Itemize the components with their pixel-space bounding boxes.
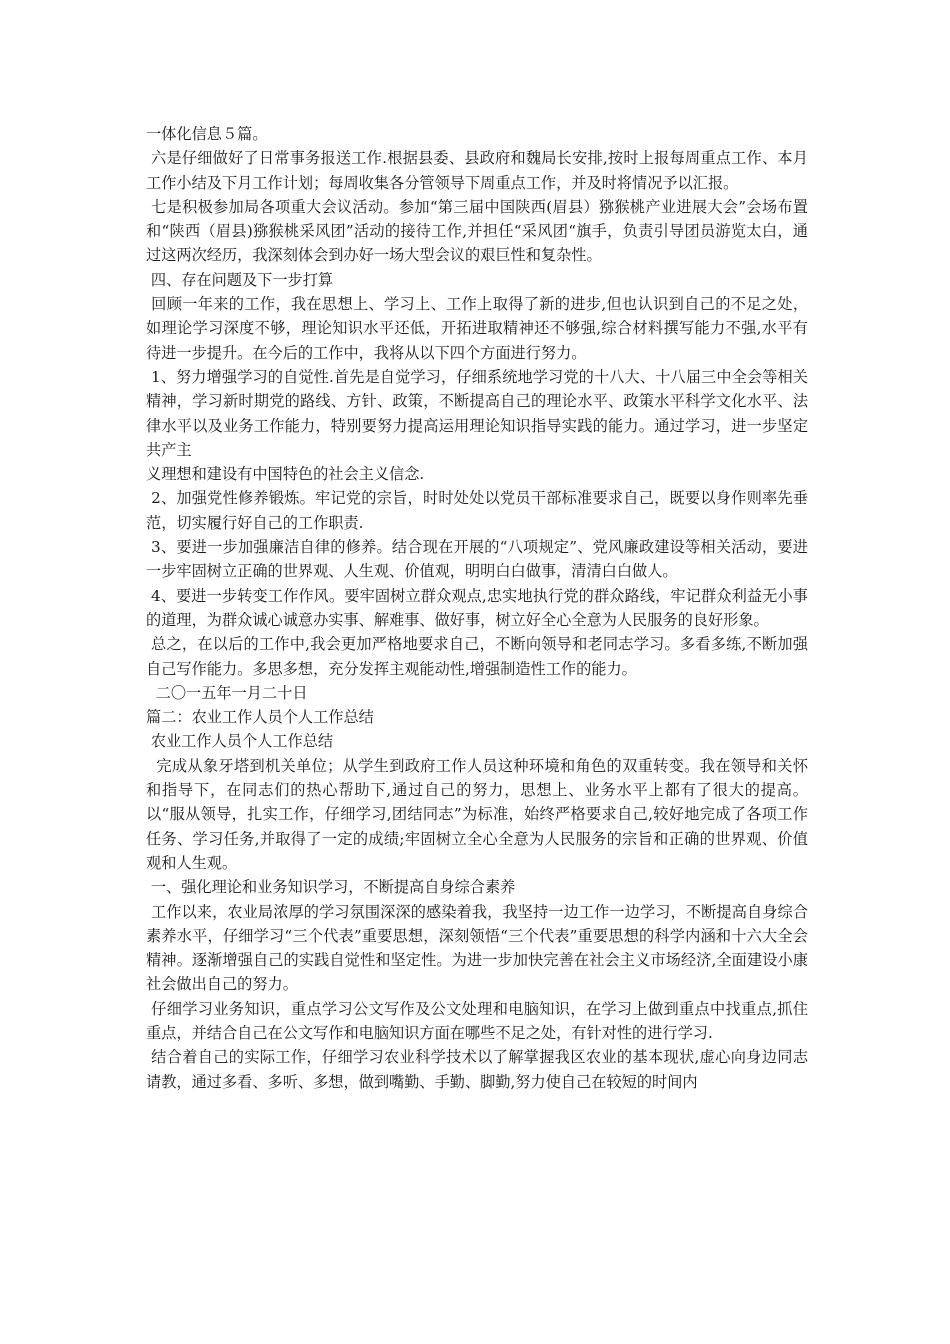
paragraph-14: 完成从象牙塔到机关单位；从学生到政府工作人员这种环境和角色的双重转变。我在领导和关怀和指导下，在同志们的热心帮助下,通过自己的努力，思想上、业务水平上都有了很大的提高。以“服从领导，扎实工作，仔细学习,团结同志”为标准，始终严格要求自己,较好地完成了各项工作任务、学习任务,并取得了一定的成绩;牢固树立全心全意为人民服务的宗旨和正确的世界观、价值观和人生观。 <box>146 756 809 872</box>
paragraph-4: 回顾一年来的工作，我在思想上、学习上、工作上取得了新的进步,但也认识到自己的不足之处，如理论学习深度不够，理论知识水平还低，开拓进取精神还不够强,综合材料撰写能力不强,水平有待进一步提升。在今后的工作中，我将从以下四个方面进行努力。 <box>146 295 809 362</box>
date-line: 二〇一五年一月二十日 <box>146 683 308 702</box>
paragraph-1: 六是仔细做好了日常事务报送工作.根据县委、县政府和魏局长安排,按时上报每周重点工作、本月工作小结及下月工作计划；每周收集各分管领导下周重点工作，并及时将情况予以汇报。 <box>146 149 808 192</box>
paragraph-10: 总之，在以后的工作中,我会更加严格地要求自己，不断向领导和老同志学习。多看多练,不断加强自己写作能力。多思多想，充分发挥主观能动性,增强制造性工作的能力。 <box>146 635 808 678</box>
paragraph-16: 工作以来，农业局浓厚的学习氛围深深的感染着我，我坚持一边工作一边学习，不断提高自身综合素养水平，仔细学习“三个代表”重要思想，深刻领悟“三个代表”重要思想的科学内涵和十六大全会精神。逐渐增强自己的实践自觉性和坚定性。为进一步加快完善在社会主义市场经济,全面建设小康社会做出自己的努力。 <box>146 902 809 994</box>
section-heading-4: 四、存在问题及下一步打算 <box>146 270 334 289</box>
paragraph-9: 4、要进一步转变工作作风。要牢固树立群众观点,忠实地执行党的群众路线，牢记群众利益无小事的道理，为群众诚心诚意办实事、解难事、做好事，树立好全心全意为人民服务的良好形象。 <box>146 586 808 629</box>
paragraph-5: 1、努力增强学习的自觉性.首先是自觉学习，仔细系统地学习党的十八大、十八届三中全会等相关精神，学习新时期党的路线、方针、政策，不断提高自己的理论水平、政策水平科学文化水平、法律水平以及业务工作能力，特别要努力提高运用理论知识指导实践的能力。通过学习，进一步坚定共产主 <box>146 367 808 459</box>
paragraph-0: 一体化信息５篇。 <box>146 125 268 143</box>
part-two-title: 农业工作人员个人工作总结 <box>146 732 334 751</box>
paragraph-7: 2、加强党性修养锻炼。牢记党的宗旨，时时处处以党员干部标准要求自己，既要以身作则率先垂范，切实履行好自己的工作职责. <box>146 489 809 532</box>
document-page <box>146 122 808 1094</box>
paragraph-18: 结合着自己的实际工作，仔细学习农业科学技术以了解掌握我区农业的基本现状,虚心向身边同志请教，通过多看、多听、多想，做到嘴勤、手勤、脚勤,努力使自己在较短的时间内 <box>146 1048 809 1091</box>
section-heading-1: 一、强化理论和业务知识学习，不断提高自身综合素养 <box>146 878 516 897</box>
paragraph-8: 3、要进一步加强廉洁自律的修养。结合现在开展的“八项规定”、党风廉政建设等相关活动，要进一步牢固树立正确的世界观、人生观、价值观，明明白白做事，清清白白做人。 <box>146 538 808 581</box>
paragraph-2: 七是积极参加局各项重大会议活动。参加“第三届中国陕西(眉县）猕猴桃产业进展大会”会场布置和“陕西（眉县)猕猴桃采风团”活动的接待工作,并担任“采风团“旗手，负责引导团员游览太白，通过这两次经历，我深刻体会到办好一场大型会议的艰巨性和复杂性。 <box>146 197 808 265</box>
paragraph-6: 义理想和建设有中国特色的社会主义信念. <box>146 465 425 484</box>
paragraph-17: 仔细学习业务知识，重点学习公文写作及公文处理和电脑知识，在学习上做到重点中找重点,抓住重点，并结合自己在公文写作和电脑知识方面在哪些不足之处，有针对性的进行学习. <box>146 999 809 1042</box>
part-two-heading: 篇二：农业工作人员个人工作总结 <box>146 708 374 727</box>
